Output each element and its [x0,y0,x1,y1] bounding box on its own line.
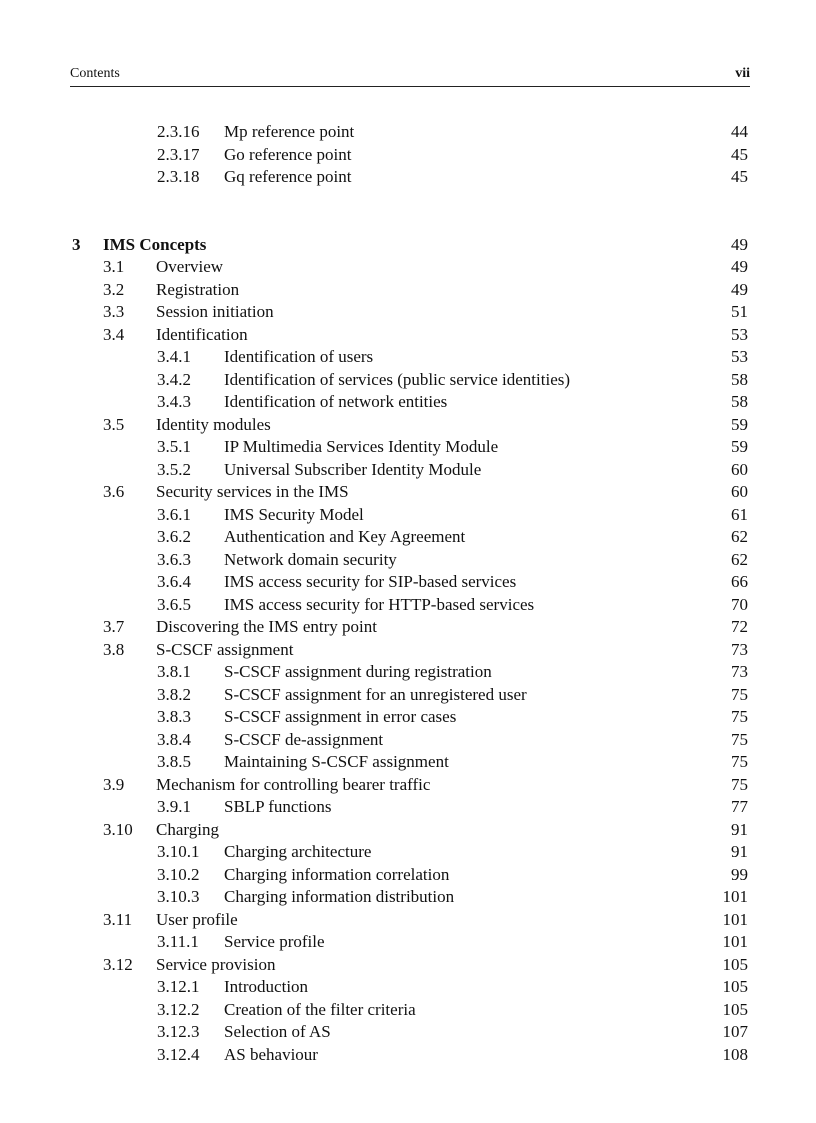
toc-entry-number: 3.5.2 [157,460,191,479]
toc-entry-title: AS behaviour [224,1045,318,1064]
toc-entry-page: 73 [731,640,748,659]
toc-entry-number: 3.2 [103,280,125,299]
toc-entry-page: 60 [731,460,748,479]
toc-entry-title: Charging information distribution [224,887,455,906]
toc-entry-title: Discovering the IMS entry point [156,617,377,636]
toc-entry-page: 105 [722,955,748,974]
toc-entry-page: 51 [731,302,748,321]
toc-entry-page: 75 [731,775,748,794]
toc-entry-title: Identity modules [156,415,271,434]
toc-entry[interactable] [0,1021,816,1043]
toc-entry-number: 3.4.3 [157,392,191,411]
toc-entry-page: 53 [731,325,748,344]
toc-entry-number: 3 [72,235,81,254]
toc-entry-title: Introduction [224,977,309,996]
toc-entry-number: 3.11.1 [157,932,199,951]
toc-entry-number: 3.6.1 [157,505,191,524]
toc-entry-number: 3.10.1 [157,842,200,861]
toc-entry-number: 3.6.3 [157,550,191,569]
toc-entry-title: S-CSCF assignment for an unregistered user [224,685,527,704]
toc-entry-page: 45 [731,145,748,164]
toc-entry-number: 3.3 [103,302,125,321]
toc-entry[interactable] [0,459,816,481]
toc-entry-number: 3.8.2 [157,685,191,704]
toc-entry-title: Overview [156,257,224,276]
toc-entry-page: 62 [731,527,748,546]
toc-entry-title: Service profile [224,932,325,951]
toc-entry[interactable] [0,684,816,706]
toc-entry-number: 3.12.3 [157,1022,200,1041]
toc-entry-page: 58 [731,392,748,411]
toc-entry[interactable] [0,346,816,368]
toc-entry[interactable] [0,279,816,301]
toc-entry-page: 75 [731,730,748,749]
toc-entry-title: Creation of the filter criteria [224,1000,416,1019]
toc-entry[interactable] [0,166,816,188]
toc-entry[interactable] [0,729,816,751]
toc-entry-title: Selection of AS [224,1022,331,1041]
toc-entry[interactable] [0,751,816,773]
toc-entry[interactable] [0,774,816,796]
toc-entry[interactable] [0,999,816,1021]
toc-entry-page: 101 [722,910,748,929]
toc-entry-title: Identification [156,325,248,344]
toc-entry-page: 75 [731,685,748,704]
toc-entry-title: Charging [156,820,219,839]
toc-entry-title: S-CSCF assignment during registration [224,662,492,681]
running-header [70,66,750,87]
toc-entry-number: 3.5.1 [157,437,191,456]
toc-entry-page: 75 [731,752,748,771]
toc-entry-page: 91 [731,842,748,861]
toc-entry-number: 2.3.17 [157,145,200,164]
toc-entry-title: Identification of services (public service identities) [224,370,571,389]
toc-entry-page: 73 [731,662,748,681]
toc-entry-number: 3.8.4 [157,730,191,749]
toc-entry-number: 3.5 [103,415,125,434]
toc-entry-page: 91 [731,820,748,839]
toc-entry-title: User profile [156,910,238,929]
toc-entry-title: Authentication and Key Agreement [224,527,466,546]
toc-entry-title: Security services in the IMS [156,482,349,501]
toc-entry-number: 3.12.2 [157,1000,200,1019]
toc-entry-page: 62 [731,550,748,569]
toc-entry[interactable] [0,886,816,908]
toc-entry-title: Service provision [156,955,276,974]
toc-entry-title: S-CSCF de-assignment [224,730,384,749]
toc-entry[interactable] [0,301,816,323]
toc-entry-title: IMS Security Model [224,505,364,524]
toc-entry[interactable] [0,661,816,683]
toc-entry-title: Maintaining S-CSCF assignment [224,752,449,771]
toc-entry-number: 3.8 [103,640,125,659]
toc-entry[interactable] [0,616,816,638]
toc-entry-page: 49 [731,235,748,254]
toc-entry-title: Mp reference point [224,122,355,141]
toc-entry[interactable] [0,931,816,953]
toc-entry-page: 107 [722,1022,748,1041]
toc-entry[interactable] [0,841,816,863]
toc-entry[interactable] [0,571,816,593]
toc-entry-number: 3.7 [103,617,125,636]
toc-entry[interactable] [0,414,816,436]
toc-entry[interactable] [0,1044,816,1066]
toc-entry-title: Go reference point [224,145,352,164]
toc-entry-page: 75 [731,707,748,726]
toc-entry[interactable] [0,796,816,818]
header-page-number: vii [735,66,750,81]
toc-entry[interactable] [0,549,816,571]
toc-entry-page: 59 [731,437,748,456]
toc-entry[interactable] [0,391,816,413]
toc-entry-page: 101 [722,887,748,906]
toc-chapter-entry[interactable] [0,234,816,256]
toc-entry-number: 3.12.1 [157,977,200,996]
toc-entry[interactable] [0,481,816,503]
toc-entry-page: 66 [731,572,748,591]
toc-entry-number: 3.10.3 [157,887,200,906]
toc-entry-title: Mechanism for controlling bearer traffic [156,775,431,794]
toc-entry-title: Charging information correlation [224,865,450,884]
toc-entry[interactable] [0,954,816,976]
toc-entry-page: 53 [731,347,748,366]
toc-entry-page: 49 [731,280,748,299]
toc-entry-title: Gq reference point [224,167,352,186]
toc-entry[interactable] [0,864,816,886]
toc-entry-page: 44 [731,122,748,141]
toc-entry-number: 3.12 [103,955,133,974]
toc-entry[interactable] [0,144,816,166]
toc-entry[interactable] [0,526,816,548]
toc-entry-number: 2.3.16 [157,122,200,141]
toc-entry-page: 101 [722,932,748,951]
toc-entry-number: 3.8.3 [157,707,191,726]
toc-entry-number: 3.1 [103,257,125,276]
toc-entry-title: Network domain security [224,550,397,569]
toc-entry-title: IMS Concepts [103,235,207,254]
toc-entry-title: Session initiation [156,302,274,321]
toc-entry-page: 60 [731,482,748,501]
toc-entry-number: 3.6.2 [157,527,191,546]
toc-entry-number: 3.10 [103,820,133,839]
toc-entry[interactable] [0,909,816,931]
toc-entry-title: IMS access security for SIP-based services [224,572,517,591]
toc-entry-page: 77 [731,797,748,816]
toc-entry[interactable] [0,819,816,841]
header-section-title: Contents [70,66,120,81]
toc-entry-page: 108 [722,1045,748,1064]
toc-entry[interactable] [0,976,816,998]
toc-entry-number: 3.4 [103,325,125,344]
toc-entry-page: 105 [722,977,748,996]
toc-entry-number: 3.6.5 [157,595,191,614]
toc-entry-number: 3.11 [103,910,133,929]
toc-entry[interactable] [0,504,816,526]
toc-entry[interactable] [0,369,816,391]
toc-entry-page: 61 [731,505,748,524]
toc-entry-title: IMS access security for HTTP-based services [224,595,535,614]
toc-entry-number: 3.6.4 [157,572,191,591]
toc-entry-page: 70 [731,595,748,614]
toc-entry[interactable] [0,121,816,143]
toc-entry-number: 3.8.1 [157,662,191,681]
toc-entry[interactable] [0,639,816,661]
toc-entry-title: Charging architecture [224,842,372,861]
toc-entry-title: S-CSCF assignment [156,640,294,659]
toc-entry[interactable] [0,324,816,346]
toc-entry-number: 3.9.1 [157,797,191,816]
toc-entry-page: 49 [731,257,748,276]
toc-entry-number: 3.8.5 [157,752,191,771]
toc-entry-number: 2.3.18 [157,167,200,186]
toc-entry-page: 105 [722,1000,748,1019]
toc-entry-title: S-CSCF assignment in error cases [224,707,457,726]
toc-entry[interactable] [0,256,816,278]
toc-entry-title: Universal Subscriber Identity Module [224,460,482,479]
toc-entry-title: Identification of network entities [224,392,448,411]
toc-entry-number: 3.6 [103,482,125,501]
toc-entry-title: SBLP functions [224,797,332,816]
toc-entry-title: IP Multimedia Services Identity Module [224,437,499,456]
toc-entry-number: 3.4.1 [157,347,191,366]
toc-entry[interactable] [0,436,816,458]
toc-entry[interactable] [0,594,816,616]
toc-entry-number: 3.12.4 [157,1045,200,1064]
toc-entry-title: Identification of users [224,347,374,366]
toc-entry-number: 3.4.2 [157,370,191,389]
toc-entry-number: 3.9 [103,775,125,794]
toc-entry-title: Registration [156,280,240,299]
toc-entry[interactable] [0,706,816,728]
toc-entry-number: 3.10.2 [157,865,200,884]
toc-entry-page: 99 [731,865,748,884]
toc-entry-page: 72 [731,617,748,636]
toc-entry-page: 59 [731,415,748,434]
toc-entry-page: 58 [731,370,748,389]
toc-entry-page: 45 [731,167,748,186]
